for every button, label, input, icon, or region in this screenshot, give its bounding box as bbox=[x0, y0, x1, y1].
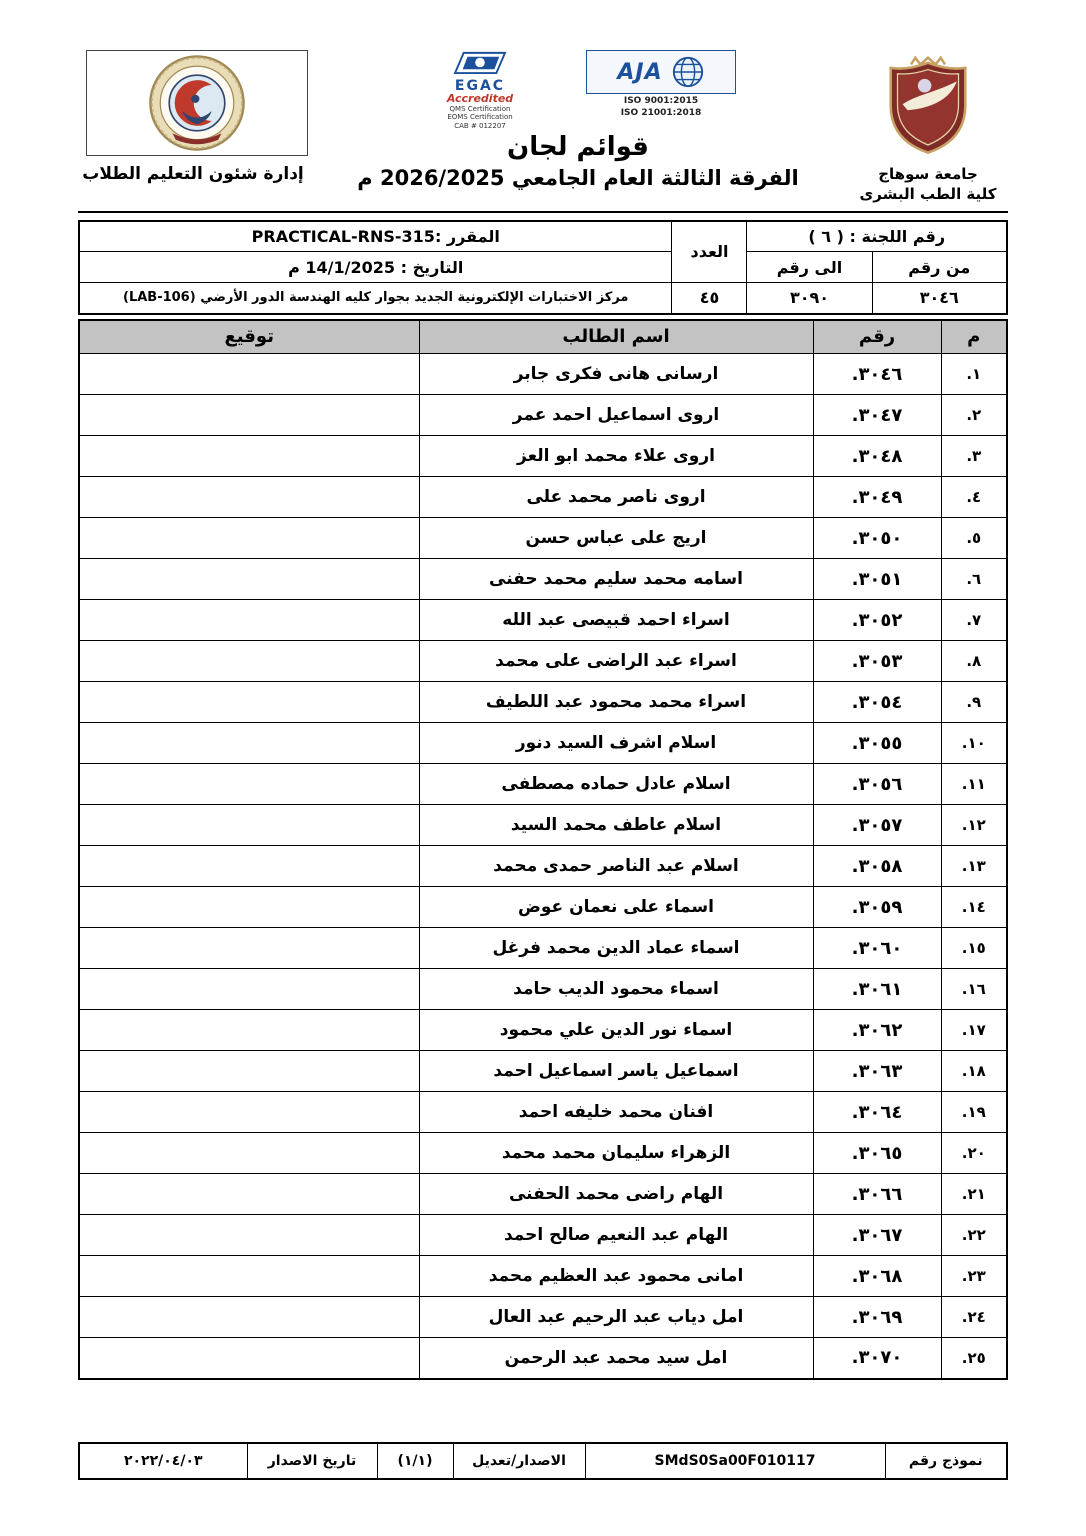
row-number: ٣٠٦٩. bbox=[813, 1297, 941, 1338]
row-signature-cell bbox=[79, 1133, 419, 1174]
row-index: ١٣. bbox=[941, 846, 1007, 887]
row-student-name: ارسانى هانى فكرى جابر bbox=[419, 354, 813, 395]
row-signature-cell bbox=[79, 805, 419, 846]
egac-emblem-icon bbox=[451, 50, 509, 75]
department-block bbox=[78, 50, 308, 184]
student-rows bbox=[79, 354, 1007, 1379]
table-row bbox=[79, 1092, 1007, 1133]
from-number-label: من رقم bbox=[872, 252, 1007, 283]
row-student-name: اسلام اشرف السيد دنور bbox=[419, 723, 813, 764]
row-signature-cell bbox=[79, 1297, 419, 1338]
row-index: ٧. bbox=[941, 600, 1007, 641]
row-student-name: اسماء نور الدين علي محمود bbox=[419, 1010, 813, 1051]
count-value: ٤٥ bbox=[672, 283, 747, 314]
row-index: ١٩. bbox=[941, 1092, 1007, 1133]
row-number: ٣٠٥٣. bbox=[813, 641, 941, 682]
row-student-name: اسلام عاطف محمد السيد bbox=[419, 805, 813, 846]
page-subtitle: الفرقة الثالثة العام الجامعي 2026/2025 م bbox=[357, 166, 799, 190]
row-number: ٣٠٥٧. bbox=[813, 805, 941, 846]
row-student-name: امل سيد محمد عبد الرحمن bbox=[419, 1338, 813, 1379]
row-index: ٨. bbox=[941, 641, 1007, 682]
row-student-name: اسلام عبد الناصر حمدى محمد bbox=[419, 846, 813, 887]
table-row bbox=[79, 805, 1007, 846]
row-student-name: امل دياب عبد الرحيم عبد العال bbox=[419, 1297, 813, 1338]
row-student-name: اسراء محمد محمود عبد اللطيف bbox=[419, 682, 813, 723]
row-signature-cell bbox=[79, 1256, 419, 1297]
table-row bbox=[79, 1174, 1007, 1215]
row-student-name: اروى اسماعيل احمد عمر bbox=[419, 395, 813, 436]
revision-label: الاصدار/تعديل bbox=[453, 1443, 585, 1479]
table-row bbox=[79, 764, 1007, 805]
row-signature-cell bbox=[79, 600, 419, 641]
table-row bbox=[79, 928, 1007, 969]
table-row bbox=[79, 682, 1007, 723]
table-header-row bbox=[79, 320, 1007, 354]
row-index: ١٠. bbox=[941, 723, 1007, 764]
row-signature-cell bbox=[79, 846, 419, 887]
table-row bbox=[79, 518, 1007, 559]
row-index: ١٦. bbox=[941, 969, 1007, 1010]
row-signature-cell bbox=[79, 1010, 419, 1051]
faculty-name: كلية الطب البشرى bbox=[859, 185, 997, 204]
table-row bbox=[79, 1010, 1007, 1051]
egac-cert-line2: EOMS Certification bbox=[447, 113, 513, 122]
row-student-name: الزهراء سليمان محمد محمد bbox=[419, 1133, 813, 1174]
row-signature-cell bbox=[79, 969, 419, 1010]
to-number-label: الى رقم bbox=[747, 252, 872, 283]
row-student-name: امانى محمود عبد العظيم محمد bbox=[419, 1256, 813, 1297]
row-number: ٣٠٧٠. bbox=[813, 1338, 941, 1379]
egac-logo bbox=[420, 50, 540, 130]
row-index: ٣. bbox=[941, 436, 1007, 477]
row-index: ١٥. bbox=[941, 928, 1007, 969]
row-index: ١٤. bbox=[941, 887, 1007, 928]
row-number: ٣٠٦٨. bbox=[813, 1256, 941, 1297]
exam-date: التاريخ : 14/1/2025 م bbox=[79, 252, 672, 283]
table-row bbox=[79, 477, 1007, 518]
row-number: ٣٠٦١. bbox=[813, 969, 941, 1010]
table-row bbox=[79, 354, 1007, 395]
table-row bbox=[79, 600, 1007, 641]
row-index: ٥. bbox=[941, 518, 1007, 559]
page-title: قوائم لجان bbox=[507, 132, 649, 162]
row-number: ٣٠٥٥. bbox=[813, 723, 941, 764]
to-number-value: ٣٠٩٠ bbox=[747, 283, 872, 314]
row-number: ٣٠٦٥. bbox=[813, 1133, 941, 1174]
row-number: ٣٠٥٦. bbox=[813, 764, 941, 805]
row-index: ٢٢. bbox=[941, 1215, 1007, 1256]
row-signature-cell bbox=[79, 1051, 419, 1092]
row-student-name: اروى علاء محمد ابو العز bbox=[419, 436, 813, 477]
row-number: ٣٠٥٢. bbox=[813, 600, 941, 641]
course-name: المقرر :PRACTICAL-RNS-315 bbox=[79, 221, 672, 252]
row-index: ٦. bbox=[941, 559, 1007, 600]
aja-iso2: ISO 21001:2018 bbox=[620, 107, 702, 118]
row-number: ٣٠٦٤. bbox=[813, 1092, 941, 1133]
row-number: ٣٠٤٨. bbox=[813, 436, 941, 477]
table-row bbox=[79, 846, 1007, 887]
col-header-name: اسم الطالب bbox=[419, 320, 813, 354]
row-number: ٣٠٦٢. bbox=[813, 1010, 941, 1051]
row-signature-cell bbox=[79, 887, 419, 928]
row-student-name: اريج على عباس حسن bbox=[419, 518, 813, 559]
form-footer-table bbox=[78, 1442, 1008, 1480]
row-signature-cell bbox=[79, 764, 419, 805]
exam-info-table bbox=[78, 220, 1008, 315]
col-header-index: م bbox=[941, 320, 1007, 354]
row-number: ٣٠٥٤. bbox=[813, 682, 941, 723]
table-row bbox=[79, 1338, 1007, 1379]
row-student-name: افنان محمد خليفه احمد bbox=[419, 1092, 813, 1133]
row-signature-cell bbox=[79, 641, 419, 682]
row-signature-cell bbox=[79, 928, 419, 969]
row-number: ٣٠٤٦. bbox=[813, 354, 941, 395]
page-header bbox=[78, 50, 1008, 205]
row-signature-cell bbox=[79, 1092, 419, 1133]
row-number: ٣٠٦٣. bbox=[813, 1051, 941, 1092]
from-number-value: ٣٠٤٦ bbox=[872, 283, 1007, 314]
globe-icon bbox=[671, 55, 705, 89]
row-index: ١٢. bbox=[941, 805, 1007, 846]
row-signature-cell bbox=[79, 354, 419, 395]
table-row bbox=[79, 1297, 1007, 1338]
table-row bbox=[79, 723, 1007, 764]
col-header-signature: توقيع bbox=[79, 320, 419, 354]
row-number: ٣٠٥٨. bbox=[813, 846, 941, 887]
table-row bbox=[79, 395, 1007, 436]
egac-name: EGAC bbox=[454, 77, 506, 94]
table-row bbox=[79, 436, 1007, 477]
row-index: ٢٤. bbox=[941, 1297, 1007, 1338]
row-signature-cell bbox=[79, 518, 419, 559]
university-shield-logo bbox=[885, 56, 971, 156]
row-signature-cell bbox=[79, 1338, 419, 1379]
row-student-name: الهام راضى محمد الحفنى bbox=[419, 1174, 813, 1215]
row-index: ٩. bbox=[941, 682, 1007, 723]
row-student-name: اسراء عبد الراضى على محمد bbox=[419, 641, 813, 682]
students-table bbox=[78, 319, 1008, 1380]
row-number: ٣٠٥٩. bbox=[813, 887, 941, 928]
table-row bbox=[79, 1256, 1007, 1297]
row-number: ٣٠٦٠. bbox=[813, 928, 941, 969]
egac-cert-line3: CAB # 012207 bbox=[454, 121, 506, 130]
row-index: ١١. bbox=[941, 764, 1007, 805]
table-row bbox=[79, 559, 1007, 600]
row-signature-cell bbox=[79, 436, 419, 477]
committee-number: رقم اللجنة : ( ٦ ) bbox=[747, 221, 1007, 252]
egac-accredited-label: Accredited bbox=[446, 92, 514, 106]
row-signature-cell bbox=[79, 559, 419, 600]
header-divider bbox=[78, 211, 1008, 213]
row-number: ٣٠٦٧. bbox=[813, 1215, 941, 1256]
row-signature-cell bbox=[79, 1215, 419, 1256]
department-name: إدارة شئون التعليم الطلاب bbox=[82, 164, 304, 184]
aja-logo bbox=[586, 50, 736, 119]
row-number: ٣٠٥١. bbox=[813, 559, 941, 600]
form-number-value: SMdS0Sa00F010117 bbox=[585, 1443, 885, 1479]
issue-date-label: تاريخ الاصدار bbox=[247, 1443, 377, 1479]
egac-cert-line1: QMS Certification bbox=[449, 105, 511, 114]
row-student-name: اسماء على نعمان عوض bbox=[419, 887, 813, 928]
table-row bbox=[79, 1051, 1007, 1092]
row-index: ٢٣. bbox=[941, 1256, 1007, 1297]
row-student-name: اسراء احمد قبيصى عبد الله bbox=[419, 600, 813, 641]
row-student-name: اسماعيل ياسر اسماعيل احمد bbox=[419, 1051, 813, 1092]
row-index: ٢٠. bbox=[941, 1133, 1007, 1174]
row-signature-cell bbox=[79, 723, 419, 764]
count-label: العدد bbox=[672, 221, 747, 283]
row-number: ٣٠٤٩. bbox=[813, 477, 941, 518]
table-row bbox=[79, 1215, 1007, 1256]
revision-value: (١/١) bbox=[377, 1443, 453, 1479]
row-index: ٢. bbox=[941, 395, 1007, 436]
form-number-label: نموذج رقم bbox=[885, 1443, 1007, 1479]
row-student-name: اسلام عادل حماده مصطفى bbox=[419, 764, 813, 805]
col-header-number: رقم bbox=[813, 320, 941, 354]
exam-location: مركز الاختبارات الإلكترونية الجديد بجوار كليه الهندسة الدور الأرضي (LAB-106) bbox=[79, 283, 672, 314]
row-index: ٢٥. bbox=[941, 1338, 1007, 1379]
row-index: ١. bbox=[941, 354, 1007, 395]
faculty-emblem-icon bbox=[148, 54, 246, 152]
university-name: جامعة سوهاج bbox=[878, 165, 978, 183]
title-block bbox=[308, 50, 848, 190]
row-student-name: اسماء عماد الدين محمد فرغل bbox=[419, 928, 813, 969]
row-index: ١٨. bbox=[941, 1051, 1007, 1092]
row-student-name: اسامه محمد سليم محمد حفنى bbox=[419, 559, 813, 600]
row-student-name: اسماء محمود الديب حامد bbox=[419, 969, 813, 1010]
row-signature-cell bbox=[79, 395, 419, 436]
row-index: ٤. bbox=[941, 477, 1007, 518]
row-number: ٣٠٥٠. bbox=[813, 518, 941, 559]
row-signature-cell bbox=[79, 1174, 419, 1215]
accreditation-logos bbox=[318, 50, 838, 128]
issue-date-value: ٢٠٢٢/٠٤/٠٣ bbox=[79, 1443, 247, 1479]
aja-logo-box bbox=[586, 50, 736, 94]
table-row bbox=[79, 1133, 1007, 1174]
university-block bbox=[848, 50, 1008, 205]
aja-iso1: ISO 9001:2015 bbox=[623, 96, 699, 106]
aja-name: AJA bbox=[617, 59, 663, 85]
row-signature-cell bbox=[79, 477, 419, 518]
row-student-name: اروى ناصر محمد على bbox=[419, 477, 813, 518]
faculty-logo-box bbox=[86, 50, 308, 156]
row-index: ١٧. bbox=[941, 1010, 1007, 1051]
row-student-name: الهام عبد النعيم صالح احمد bbox=[419, 1215, 813, 1256]
row-number: ٣٠٦٦. bbox=[813, 1174, 941, 1215]
row-signature-cell bbox=[79, 682, 419, 723]
table-row bbox=[79, 641, 1007, 682]
row-index: ٢١. bbox=[941, 1174, 1007, 1215]
row-number: ٣٠٤٧. bbox=[813, 395, 941, 436]
table-row bbox=[79, 887, 1007, 928]
table-row bbox=[79, 969, 1007, 1010]
